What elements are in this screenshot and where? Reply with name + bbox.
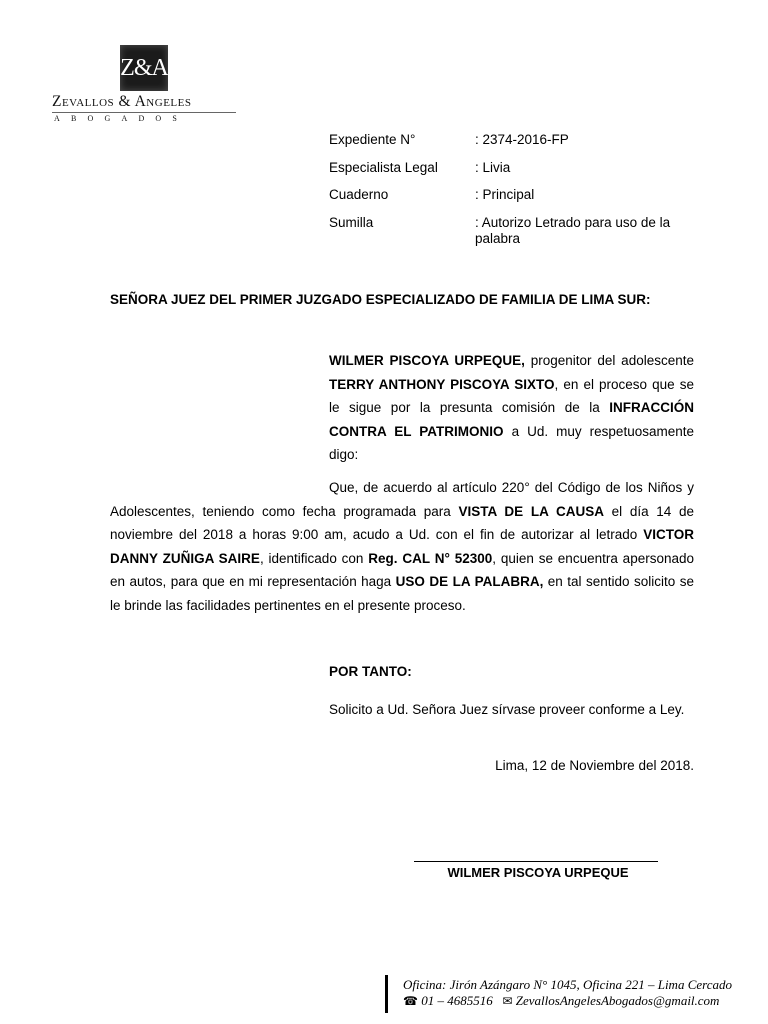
footer-phone: 01 – 4685516 <box>421 993 493 1008</box>
body-text: en tal sentido solicito se le brinde las facilidades pertinentes en el presente proceso. <box>110 574 694 613</box>
footer-address: Oficina: Jirón Azángaro N° 1045, Oficina 221 – Lima Cercado <box>403 977 732 992</box>
document-date: Lima, 12 de Noviembre del 2018. <box>495 758 694 773</box>
firm-logo <box>52 45 237 123</box>
case-metadata <box>329 132 699 247</box>
intro-text: , en el proceso que se le sigue por la presunta comisión de la <box>329 376 694 415</box>
infraction-name: INFRACCIÓN CONTRA EL PATRIMONIO <box>329 400 694 439</box>
meta-label: Sumilla <box>329 214 374 230</box>
signature-line <box>414 861 658 862</box>
logo-firm-name: Zevallos & Angeles <box>52 93 192 110</box>
footer-contact-line <box>403 993 732 1009</box>
meta-label: Expediente N° <box>329 132 416 147</box>
meta-row-especialista <box>329 160 699 188</box>
telephone-icon: ☎ <box>403 994 418 1008</box>
lawyer-name: VICTOR DANNY ZUÑIGA SAIRE <box>110 527 694 566</box>
addressee-heading: SEÑORA JUEZ DEL PRIMER JUZGADO ESPECIALIZADO DE FAMILIA DE LIMA SUR: <box>110 292 651 307</box>
envelope-icon: ✉ <box>502 994 513 1008</box>
meta-row-sumilla <box>329 215 699 247</box>
footer-divider <box>385 975 388 1013</box>
footer-contact <box>403 977 732 1009</box>
registration-number: Reg. CAL N° 52300 <box>368 550 493 566</box>
intro-paragraph <box>329 349 694 467</box>
request-paragraph: Solicito a Ud. Señora Juez sírvase proveer conforme a Ley. <box>329 702 685 717</box>
body-text: el día 14 de noviembre del 2018 a horas 9:00 am, acudo a Ud. con el fin de autorizar al letrado <box>110 503 694 542</box>
body-bold: USO DE LA PALABRA, <box>395 574 544 589</box>
meta-row-expediente <box>329 132 699 160</box>
por-tanto-heading: POR TANTO: <box>329 664 412 679</box>
signature-name: WILMER PISCOYA URPEQUE <box>447 865 629 880</box>
meta-row-cuaderno <box>329 187 699 215</box>
meta-value: : Principal <box>475 187 535 202</box>
logo-subtitle: ABOGADOS <box>52 112 236 123</box>
meta-label: Cuaderno <box>329 187 389 202</box>
child-name: TERRY ANTHONY PISCOYA SIXTO <box>329 376 555 392</box>
footer-email: ZevallosAngelesAbogados@gmail.com <box>515 993 720 1008</box>
intro-text: progenitor del adolescente <box>524 353 694 368</box>
body-text: Que, de acuerdo al artículo 220° del Código de los Niños y Adolescentes, teniendo como fecha programada para <box>110 480 694 519</box>
intro-text: a Ud. muy respetuosamente digo: <box>329 423 694 462</box>
meta-label: Especialista Legal <box>329 159 438 175</box>
meta-value: : Livia <box>475 159 511 175</box>
meta-value: : Autorizo Letrado para uso de la palabra <box>475 214 671 246</box>
logo-monogram: Z&A <box>120 45 168 91</box>
meta-value: : 2374-2016-FP <box>475 132 569 147</box>
petitioner-name: WILMER PISCOYA URPEQUE, <box>329 353 525 368</box>
body-text: , quien se encuentra apersonado en autos, para que en mi representación haga <box>110 550 694 589</box>
body-bold: VISTA DE LA CAUSA <box>458 503 604 519</box>
body-paragraph <box>110 476 694 617</box>
body-text: , identificado con <box>259 550 369 566</box>
